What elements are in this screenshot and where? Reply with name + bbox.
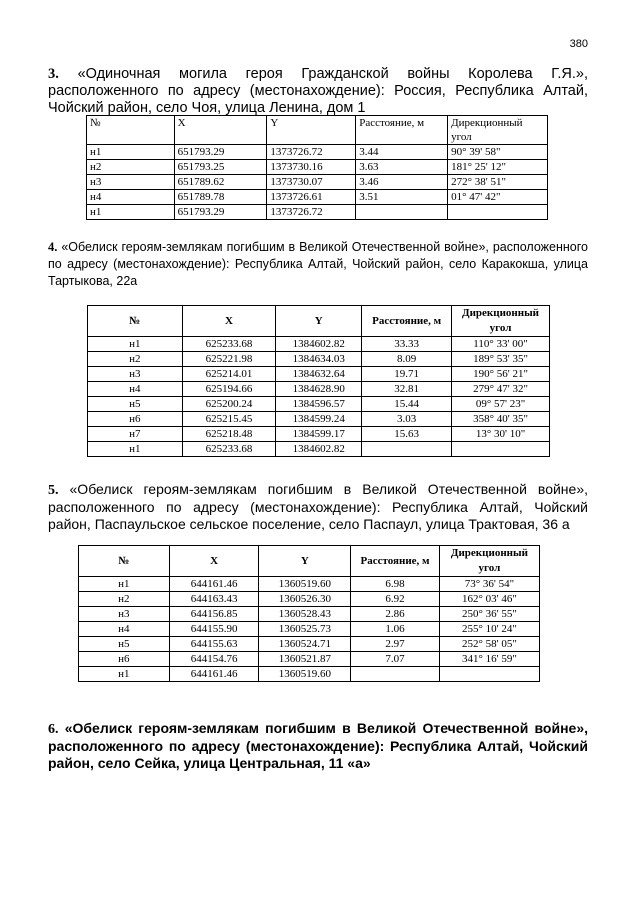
- distance-cell: 6.92: [351, 592, 440, 607]
- distance-cell: 19.71: [362, 367, 452, 382]
- coord-x-cell: 651789.78: [174, 190, 267, 205]
- direction-angle-cell: [439, 667, 539, 682]
- direction-angle-cell: 181° 25' 12": [448, 160, 548, 175]
- coord-x-cell: 644161.46: [169, 577, 259, 592]
- direction-angle-cell: 90° 39' 58": [448, 145, 548, 160]
- coord-x-cell: 625233.68: [182, 337, 276, 352]
- coord-y-cell: 1384596.57: [276, 397, 362, 412]
- point-number-cell: н3: [87, 175, 175, 190]
- distance-cell: 8.09: [362, 352, 452, 367]
- coord-y-cell: 1360528.43: [259, 607, 351, 622]
- distance-cell: 32.81: [362, 382, 452, 397]
- table-row: [79, 637, 540, 652]
- direction-angle-cell: 190° 56' 21": [452, 367, 550, 382]
- coord-y-cell: 1360525.73: [259, 622, 351, 637]
- section-3-title: «Одиночная могила героя Гражданской войны Королева Г.Я.», расположенного по адресу (местонахождение): Россия, Республика Алтай, Чойский район, село Чоя, улица Ленина, дом 1: [48, 66, 588, 116]
- point-number-cell: н1: [87, 205, 175, 220]
- table-row: [88, 427, 550, 442]
- header-y: Y: [259, 546, 351, 577]
- table-row: [87, 190, 548, 205]
- point-number-cell: н4: [79, 622, 170, 637]
- coord-x-cell: 644154.76: [169, 652, 259, 667]
- table-row: [79, 577, 540, 592]
- distance-cell: 15.63: [362, 427, 452, 442]
- table-row: [88, 382, 550, 397]
- header-number: №: [79, 546, 170, 577]
- direction-angle-cell: 250° 36' 55": [439, 607, 539, 622]
- coord-y-cell: 1384632.64: [276, 367, 362, 382]
- coord-x-cell: 625215.45: [182, 412, 276, 427]
- header-angle: Дирекционный угол: [452, 306, 550, 337]
- table-row: [87, 160, 548, 175]
- table-row: [88, 442, 550, 457]
- point-number-cell: н4: [87, 190, 175, 205]
- point-number-cell: н5: [79, 637, 170, 652]
- table-row: [87, 205, 548, 220]
- table-row: [88, 352, 550, 367]
- direction-angle-cell: 01° 47' 42": [448, 190, 548, 205]
- section-6-title: «Обелиск героям-землякам погибшим в Великой Отечественной войне», расположенного по адресу (местонахождение): Республика Алтай, Чойский район, село Сейка, улица Центральная, 11 «а»: [48, 720, 588, 771]
- direction-angle-cell: 73° 36' 54": [439, 577, 539, 592]
- distance-cell: 3.46: [356, 175, 448, 190]
- table-row: [87, 145, 548, 160]
- table-row: [79, 607, 540, 622]
- section-3-number: 3.: [48, 66, 59, 82]
- header-x: X: [174, 116, 267, 145]
- coord-y-cell: 1373730.16: [267, 160, 356, 175]
- distance-cell: 3.51: [356, 190, 448, 205]
- coord-y-cell: 1373730.07: [267, 175, 356, 190]
- table-row: [88, 337, 550, 352]
- header-angle: Дирекционный угол: [448, 116, 548, 145]
- point-number-cell: н7: [88, 427, 183, 442]
- distance-cell: 3.44: [356, 145, 448, 160]
- distance-cell: [356, 205, 448, 220]
- page-number: 380: [569, 38, 588, 50]
- direction-angle-cell: 341° 16' 59": [439, 652, 539, 667]
- table-header-row: [87, 116, 548, 145]
- header-x: X: [169, 546, 259, 577]
- coord-y-cell: 1373726.72: [267, 205, 356, 220]
- distance-cell: 15.44: [362, 397, 452, 412]
- coord-y-cell: 1384602.82: [276, 337, 362, 352]
- table-row: [79, 622, 540, 637]
- distance-cell: [362, 442, 452, 457]
- distance-cell: 7.07: [351, 652, 440, 667]
- distance-cell: [351, 667, 440, 682]
- header-y: Y: [276, 306, 362, 337]
- coord-x-cell: 651789.62: [174, 175, 267, 190]
- coord-x-cell: 651793.29: [174, 205, 267, 220]
- table-row: [87, 175, 548, 190]
- point-number-cell: н6: [88, 412, 183, 427]
- header-distance: Расстояние, м: [362, 306, 452, 337]
- distance-cell: 33.33: [362, 337, 452, 352]
- section-6-number: 6.: [48, 722, 59, 737]
- point-number-cell: н1: [87, 145, 175, 160]
- coord-x-cell: 625200.24: [182, 397, 276, 412]
- direction-angle-cell: 279° 47' 32": [452, 382, 550, 397]
- distance-cell: 3.03: [362, 412, 452, 427]
- coord-y-cell: 1373726.72: [267, 145, 356, 160]
- coord-x-cell: 651793.25: [174, 160, 267, 175]
- point-number-cell: н3: [79, 607, 170, 622]
- coord-y-cell: 1360519.60: [259, 577, 351, 592]
- distance-cell: 3.63: [356, 160, 448, 175]
- header-number: №: [88, 306, 183, 337]
- table-row: [79, 667, 540, 682]
- table-row: [88, 397, 550, 412]
- coord-x-cell: 625214.01: [182, 367, 276, 382]
- coord-y-cell: 1360521.87: [259, 652, 351, 667]
- section-4-title: «Обелиск героям-землякам погибшим в Великой Отечественной войне», расположенного по адресу (местонахождение): Республика Алтай, Чойский район, село Каракокша, улица Тартыкова, 22а: [48, 240, 588, 288]
- section-6-heading: [48, 720, 588, 772]
- section-4-heading: [48, 239, 588, 290]
- coord-x-cell: 625194.66: [182, 382, 276, 397]
- point-number-cell: н1: [79, 667, 170, 682]
- direction-angle-cell: [448, 205, 548, 220]
- direction-angle-cell: 13° 30' 10": [452, 427, 550, 442]
- section-4-number: 4.: [48, 240, 58, 254]
- coord-y-cell: 1384599.24: [276, 412, 362, 427]
- distance-cell: 2.97: [351, 637, 440, 652]
- coord-y-cell: 1384634.03: [276, 352, 362, 367]
- coord-y-cell: 1373726.61: [267, 190, 356, 205]
- coord-x-cell: 644161.46: [169, 667, 259, 682]
- point-number-cell: н1: [88, 442, 183, 457]
- point-number-cell: н5: [88, 397, 183, 412]
- direction-angle-cell: 358° 40' 35": [452, 412, 550, 427]
- point-number-cell: н1: [88, 337, 183, 352]
- coord-x-cell: 625221.98: [182, 352, 276, 367]
- section-5-heading: [48, 481, 588, 533]
- coord-x-cell: 644155.90: [169, 622, 259, 637]
- table-row: [79, 652, 540, 667]
- header-distance: Расстояние, м: [356, 116, 448, 145]
- coord-x-cell: 644155.63: [169, 637, 259, 652]
- header-number: №: [87, 116, 175, 145]
- coord-x-cell: 644163.43: [169, 592, 259, 607]
- distance-cell: 6.98: [351, 577, 440, 592]
- section-3-coordinates-table: [86, 115, 548, 220]
- direction-angle-cell: 162° 03' 46": [439, 592, 539, 607]
- table-row: [88, 412, 550, 427]
- coord-y-cell: 1384599.17: [276, 427, 362, 442]
- section-5-number: 5.: [48, 483, 59, 498]
- coord-x-cell: 651793.29: [174, 145, 267, 160]
- point-number-cell: н4: [88, 382, 183, 397]
- table-header-row: [79, 546, 540, 577]
- header-distance: Расстояние, м: [351, 546, 440, 577]
- point-number-cell: н3: [88, 367, 183, 382]
- direction-angle-cell: 255° 10' 24": [439, 622, 539, 637]
- coord-y-cell: 1360524.71: [259, 637, 351, 652]
- coord-y-cell: 1360526.30: [259, 592, 351, 607]
- section-5-coordinates-table: [78, 545, 540, 682]
- table-row: [88, 367, 550, 382]
- distance-cell: 1.06: [351, 622, 440, 637]
- direction-angle-cell: 252° 58' 05": [439, 637, 539, 652]
- point-number-cell: н1: [79, 577, 170, 592]
- section-4-coordinates-table: [87, 305, 550, 457]
- header-x: X: [182, 306, 276, 337]
- direction-angle-cell: 272° 38' 51": [448, 175, 548, 190]
- section-3-heading: [48, 66, 588, 117]
- point-number-cell: н2: [79, 592, 170, 607]
- table-row: [79, 592, 540, 607]
- section-5-title: «Обелиск героям-землякам погибшим в Великой Отечественной войне», расположенного по адресу (местонахождение): Республика Алтай, Чойский район, Паспаульское сельское поселение, село Паспаул, улица Трактовая, 36 а: [48, 481, 588, 532]
- direction-angle-cell: 110° 33' 00": [452, 337, 550, 352]
- point-number-cell: н6: [79, 652, 170, 667]
- point-number-cell: н2: [88, 352, 183, 367]
- distance-cell: 2.86: [351, 607, 440, 622]
- coord-y-cell: 1360519.60: [259, 667, 351, 682]
- header-angle: Дирекционный угол: [439, 546, 539, 577]
- header-y: Y: [267, 116, 356, 145]
- coord-y-cell: 1384628.90: [276, 382, 362, 397]
- coord-x-cell: 625233.68: [182, 442, 276, 457]
- table-header-row: [88, 306, 550, 337]
- coord-x-cell: 625218.48: [182, 427, 276, 442]
- direction-angle-cell: 189° 53' 35": [452, 352, 550, 367]
- point-number-cell: н2: [87, 160, 175, 175]
- direction-angle-cell: [452, 442, 550, 457]
- coord-x-cell: 644156.85: [169, 607, 259, 622]
- direction-angle-cell: 09° 57' 23": [452, 397, 550, 412]
- coord-y-cell: 1384602.82: [276, 442, 362, 457]
